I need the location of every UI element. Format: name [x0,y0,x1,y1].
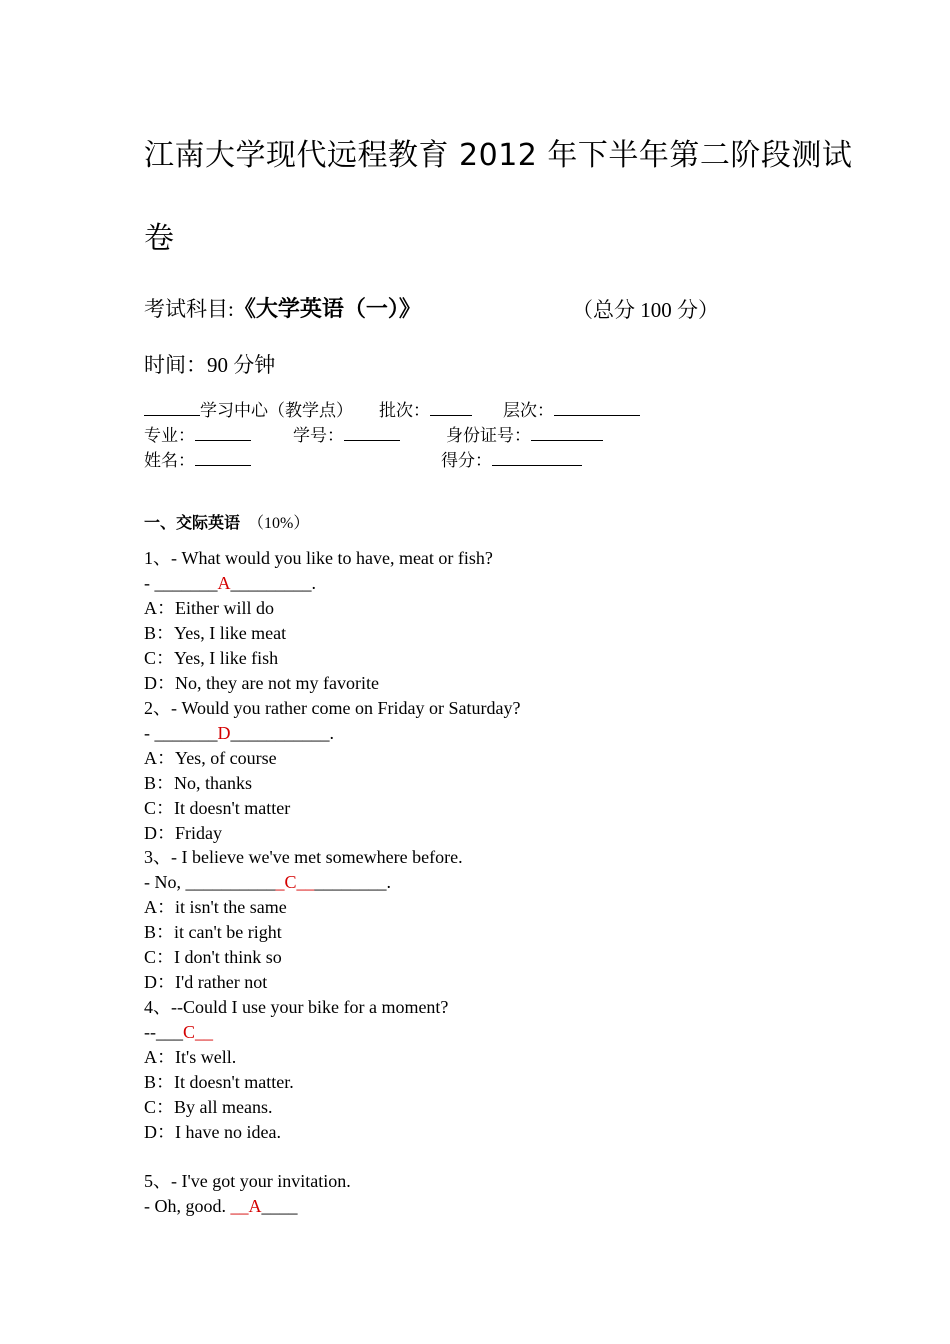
option-c: C：By all means. [144,1097,273,1117]
level-label: 层次： [503,401,554,420]
option-c: C：It doesn't matter [144,798,291,818]
question-stem: 4、--Could I use your bike for a moment? [144,997,449,1017]
name-label: 姓名： [144,451,195,470]
batch-label: 批次： [379,401,430,420]
name-blank[interactable] [195,448,251,466]
answer-line: - No, ___________C__________. [144,872,392,892]
id-card-blank[interactable] [531,423,603,441]
option-d: D：I have no idea. [144,1122,281,1142]
answer-line: - Oh, good. __A____ [144,1196,298,1216]
answer-mark: A [217,573,231,593]
info-score [441,446,582,471]
student-id-blank[interactable] [344,423,400,441]
question-stem: 1、- What would you like to have, meat or fish? [144,548,493,568]
subject-label: 考试科目: [144,297,234,321]
section-1-title: 一、交际英语 [144,513,241,532]
exam-title-line2: 卷 [144,221,175,256]
answer-mark: __A [230,1196,262,1216]
question-4 [144,995,448,1145]
exam-title-line1: 江南大学现代远程教育 2012 年下半年第二阶段测试 [144,138,853,173]
option-a: A：Yes, of course [144,748,277,768]
section-1-heading [144,510,309,533]
answer-line: - _______A_________. [144,573,316,593]
batch-blank[interactable] [430,398,472,416]
question-5 [144,1169,351,1219]
info-name [144,446,251,471]
question-stem: 2、- Would you rather come on Friday or Saturday? [144,698,521,718]
option-c: C：Yes, I like fish [144,648,279,668]
answer-line: - _______D___________. [144,723,334,743]
option-a: A：It's well. [144,1047,237,1067]
info-study-center [144,396,353,421]
exam-time: 时间：90 分钟 [144,353,276,377]
answer-mark: D [217,723,231,743]
score-label: 得分： [441,451,492,470]
student-id-label: 学号： [293,426,344,445]
option-a: A：it isn't the same [144,897,287,917]
info-batch [379,396,472,421]
id-card-label: 身份证号： [446,426,531,445]
option-c: C：I don't think so [144,947,282,967]
question-stem: 5、- I've got your invitation. [144,1171,351,1191]
subject-row [144,292,421,323]
score-blank[interactable] [492,448,582,466]
option-a: A：Either will do [144,598,274,618]
option-b: B：It doesn't matter. [144,1072,294,1092]
question-stem: 3、- I believe we've met somewhere before. [144,847,463,867]
question-1 [144,546,493,696]
option-d: D：No, they are not my favorite [144,673,379,693]
answer-mark: _C__ [275,872,315,892]
section-1-weight: （10%） [248,515,310,532]
question-2 [144,696,520,846]
info-id-card [446,421,603,446]
answer-mark: C__ [183,1022,214,1042]
info-level [503,396,640,421]
option-b: B：it can't be right [144,922,282,942]
info-major [144,421,251,446]
major-blank[interactable] [195,423,251,441]
study-center-blank[interactable] [144,398,200,416]
option-b: B：Yes, I like meat [144,623,287,643]
subject-name: 《大学英语（一）》 [233,297,421,322]
option-d: D：I'd rather not [144,972,268,992]
major-label: 专业： [144,426,195,445]
level-blank[interactable] [554,398,640,416]
question-3 [144,845,463,995]
answer-line: --___C__ [144,1022,214,1042]
info-student-id [293,421,400,446]
option-d: D：Friday [144,823,222,843]
study-center-label: 学习中心（教学点） [200,401,353,420]
total-score: （总分 100 分） [572,298,719,322]
option-b: B：No, thanks [144,773,252,793]
